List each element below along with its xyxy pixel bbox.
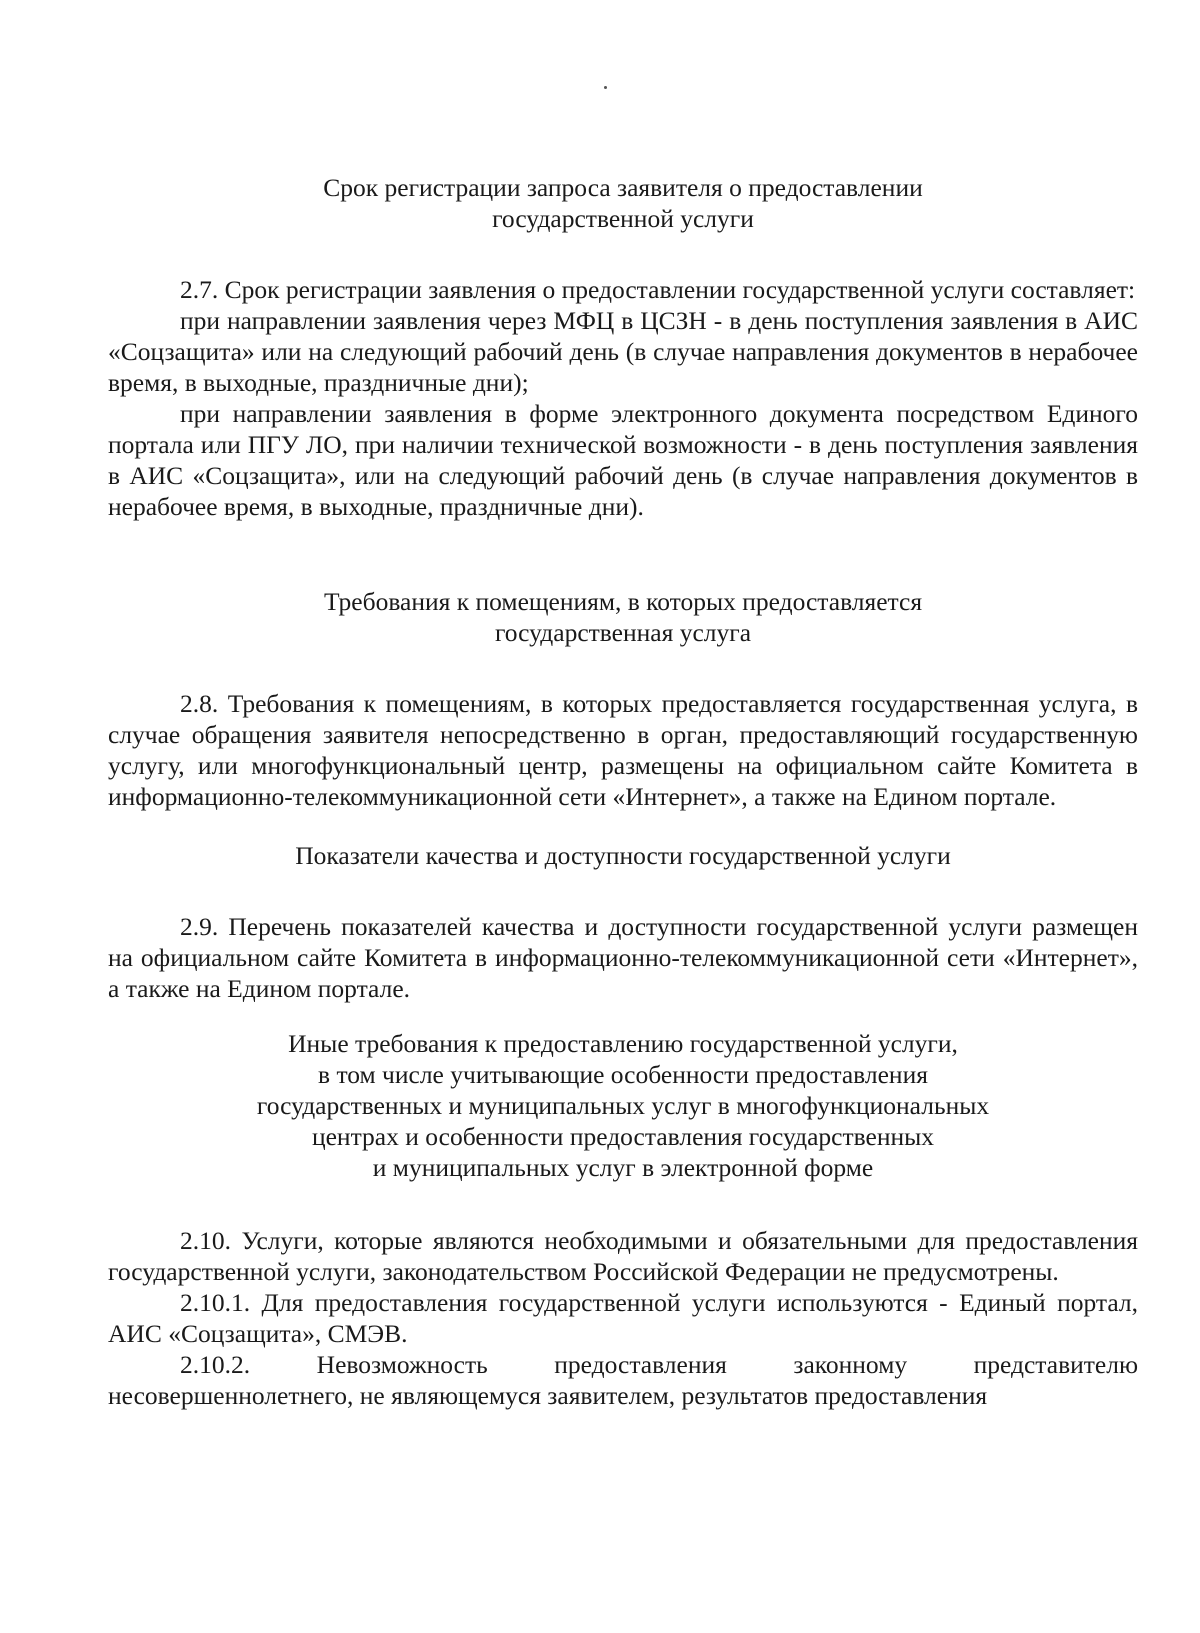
heading-line: Показатели качества и доступности государственной услуги: [295, 841, 951, 870]
heading-registration-term: [108, 172, 1138, 234]
paragraph-2-8: 2.8. Требования к помещениям, в которых предоставляется государственная услуга, в случае обращения заявителя непосредственно в орган, предоставляющий государственную услугу, или многофункциональный центр, размещены на официальном сайте Комитета в информационно-телекоммуникационной сети «Интернет», а также на Едином портале.: [108, 689, 1138, 811]
heading-quality-indicators: [108, 840, 1138, 871]
document-body: [108, 172, 1138, 1411]
heading-line: в том числе учитывающие особенности предоставления: [318, 1060, 928, 1089]
paragraph-2-10-2: 2.10.2. Невозможность предоставления законному представителю несовершеннолетнего, не являющемуся заявителем, результатов предоставления: [108, 1350, 1138, 1410]
paragraph-2-10-1: 2.10.1. Для предоставления государственной услуги используются - Единый портал, АИС «Соцзащита», СМЭВ.: [108, 1288, 1138, 1348]
paragraph-2-7: 2.7. Срок регистрации заявления о предоставлении государственной услуги составляет:: [180, 275, 1136, 304]
paragraph-2-9: 2.9. Перечень показателей качества и доступности государственной услуги размещен на официальном сайте Комитета в информационно-телекоммуникационной сети «Интернет», а также на Едином портале.: [108, 912, 1138, 1003]
paragraph-2-7-electronic: при направлении заявления в форме электронного документа посредством Единого портала или ПГУ ЛО, при наличии технической возможности - в день поступления заявления в АИС «Соцзащита», или на следующий рабочий день (в случае направления документов в нерабочее время, в выходные, праздничные дни).: [108, 399, 1138, 521]
heading-line: государственной услуги: [492, 204, 754, 233]
heading-line: Иные требования к предоставлению государственной услуги,: [288, 1029, 958, 1058]
paragraph-2-7-mfc: при направлении заявления через МФЦ в ЦСЗН - в день поступления заявления в АИС «Соцзащита» или на следующий рабочий день (в случае направления документов в нерабочее время, в выходные, праздничные дни);: [108, 306, 1138, 397]
paragraph-2-10: 2.10. Услуги, которые являются необходимыми и обязательными для предоставления государственной услуги, законодательством Российской Федерации не предусмотрены.: [108, 1226, 1138, 1286]
heading-other-requirements: [108, 1028, 1138, 1183]
heading-line: центрах и особенности предоставления государственных: [311, 1122, 935, 1151]
heading-line: и муниципальных услуг в электронной форме: [372, 1153, 874, 1182]
heading-line: Требования к помещениям, в которых предоставляется: [323, 587, 923, 616]
heading-line: государственных и муниципальных услуг в многофункциональных: [256, 1091, 990, 1120]
heading-line: государственная услуга: [494, 618, 752, 647]
scan-speck: [604, 86, 607, 89]
heading-line: Срок регистрации запроса заявителя о предоставлении: [323, 173, 923, 202]
heading-premises-requirements: [108, 586, 1138, 648]
